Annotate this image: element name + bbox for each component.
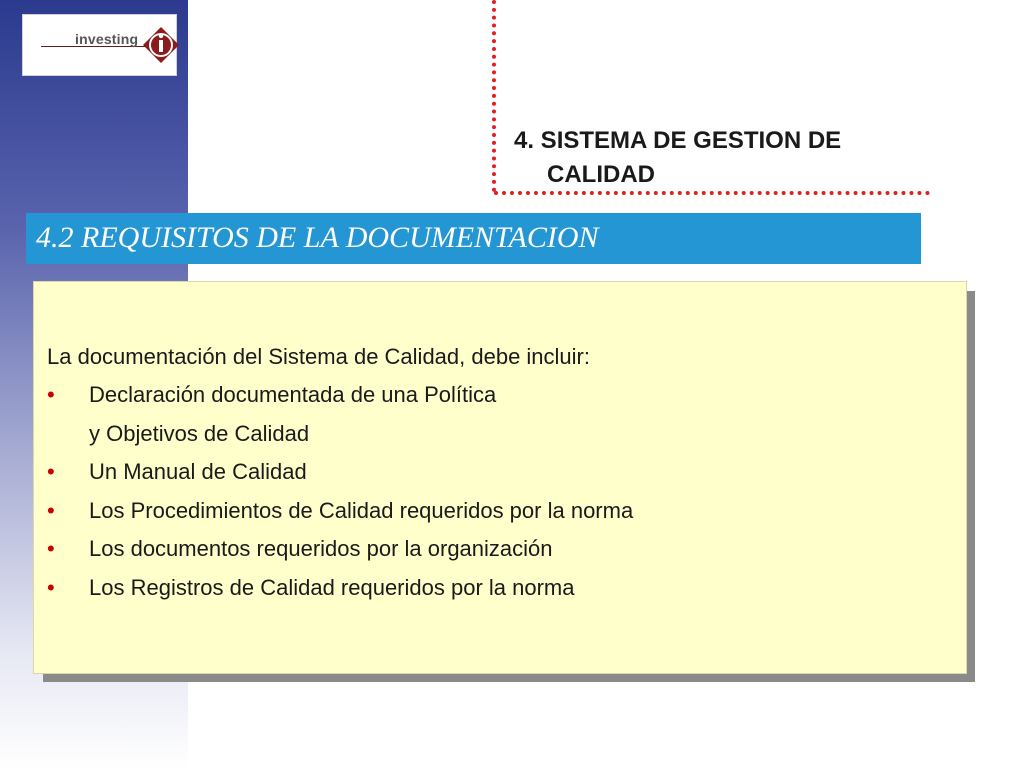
content-body	[47, 338, 947, 607]
investing-i-diamond-logo-icon	[141, 25, 181, 65]
section-title-line-1: 4. SISTEMA DE GESTION DE	[514, 127, 842, 154]
bullet-icon: •	[47, 497, 55, 523]
section-title	[514, 124, 934, 192]
banner-title: 4.2 REQUISITOS DE LA DOCUMENTACION	[36, 221, 599, 254]
company-logo	[22, 14, 177, 76]
bullet-icon: •	[47, 382, 55, 407]
dotted-divider-vertical	[492, 0, 496, 192]
list-item-text: Un Manual de Calidad	[89, 459, 307, 484]
list-item	[47, 492, 947, 531]
list-item	[47, 569, 947, 608]
bullet-icon: •	[47, 574, 55, 600]
section-title-line-2: CALIDAD	[547, 161, 655, 188]
list-item-text-continued: y Objetivos de Calidad	[89, 420, 310, 446]
list-item	[47, 453, 947, 492]
logo-text: investing	[75, 31, 139, 47]
list-item	[47, 530, 947, 569]
subtitle-banner	[26, 213, 921, 264]
content-card	[33, 281, 967, 674]
requirements-list	[47, 376, 947, 607]
intro-text: La documentación del Sistema de Calidad, debe incluir:	[47, 344, 590, 369]
list-item-text: Declaración documentada de una Política	[89, 382, 497, 407]
bullet-icon: •	[47, 536, 55, 561]
list-item-text: Los Registros de Calidad requeridos por la norma	[89, 574, 575, 600]
bullet-icon: •	[47, 459, 55, 484]
list-item	[47, 376, 947, 453]
list-item-text: Los Procedimientos de Calidad requeridos por la norma	[89, 497, 634, 523]
list-item-text: Los documentos requeridos por la organización	[89, 536, 553, 561]
